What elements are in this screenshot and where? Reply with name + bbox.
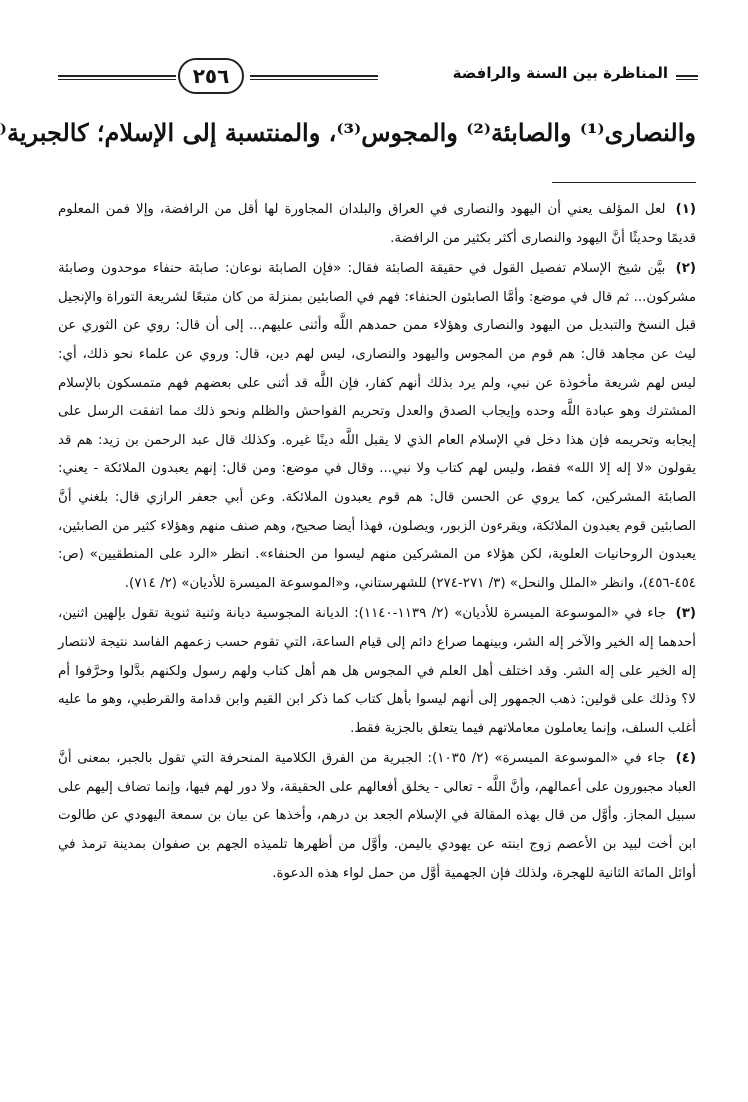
running-title: المناظرة بين السنة والرافضة — [452, 64, 668, 82]
footnote-1 — [58, 196, 696, 253]
footnote-number: (٤) — [675, 751, 696, 767]
page-number: ٢٥٦ — [178, 58, 244, 94]
header-rule-left — [58, 75, 176, 80]
footnote-number: (٣) — [675, 606, 697, 622]
footnotes — [58, 196, 696, 890]
footnote-divider — [552, 182, 696, 183]
header-rule-middle — [250, 75, 378, 80]
main-text-line: والنصارى⁽¹⁾ والصابئة⁽²⁾ والمجوس⁽³⁾، والمنتسبة إلى الإسلام؛ كالجبرية⁽ — [0, 118, 696, 147]
header-rule-right — [676, 75, 698, 80]
footnote-3 — [58, 600, 696, 743]
footnote-text: جاء في «الموسوعة الميسرة» (٢/ ١٠٣٥): الجبرية من الفرق الكلامية المنحرفة التي تقول بالجبر، بمعنى أنَّ العباد مجبورون على أعمالهم، وأنَّ اللَّه - تعالى - يخلق أفعالهم على الحقيقة، ولا دور لهم فيها، وإنما تضاف إليهم على سبيل المجاز. وأوَّل من قال بهذه المقالة في الإسلام الجعد بن درهم، وأخذها عن بيان بن سمعة اليهودي عن طالوت ابن أخت لبيد بن الأعصم زوج ابنته عن يهودي باليمن. وأوَّل من أظهرها تلميذه الجهم بن صفوان بمدينة ترمذ في أوائل المائة الثانية للهجرة، ولذلك فإن الجهمية أوَّل من حمل لواء هذه الدعوة. — [58, 751, 696, 881]
footnote-2 — [58, 255, 696, 598]
footnote-number: (١) — [675, 202, 696, 217]
footnote-4 — [58, 745, 696, 888]
footnote-text: جاء في «الموسوعة الميسرة للأديان» (٢/ ١١٣٩-١١٤٠): الديانة المجوسية ديانة وثنية ثنوية تقول بإلهين اثنين، أحدهما إله الخير والآخر إله الشر، وبينهما صراع دائم إلى قيام الساعة، التي تقوم حسب زعمهم الفاسد نتيجة لانتصار إله الخير على إله الشر. وقد اختلف أهل العلم في المجوس هل هم أهل كتاب ولهم رسول ولكنهم بدَّلوا وحرَّفوا أم لا؟ وذلك على قولين: ذهب الجمهور إلى أنهم ليسوا بأهل كتاب كما ذكر ابن القيم وابن قدامة والقرطبي، وهو ما عليه أغلب السلف، وإنما يعاملون معاملاتهم فيما يتعلق بالجزية فقط. — [58, 606, 696, 736]
page-header — [58, 56, 698, 96]
footnote-text: لعل المؤلف يعني أن اليهود والنصارى في العراق والبلدان المجاورة لها أقل من الرافضة، وإلا فمن المعلوم قديمًا وحديثًا أنَّ اليهود والنصارى أكثر بكثير من الرافضة. — [58, 202, 696, 246]
footnote-text: بيَّن شيخ الإسلام تفصيل القول في حقيقة الصابئة فقال: «فإن الصابئة نوعان: صابئة حنفاء موحدون وصابئة مشركون... ثم قال في موضع: وأمَّا الصابئون الحنفاء: فهم في الصابئين بمنزلة من كان متبعًا لشريعة التوراة والإنجيل قبل النسخ والتبديل من اليهود والنصارى وهؤلاء ممن حمدهم اللَّه وأثنى عليهم... إلى أن قال: روي عن الثوري عن ليث عن مجاهد قال: هم قوم من المجوس واليهود والنصارى، ليس لهم دين، قال: وروي عن علماء نحو ذلك، أي: ليس لهم شريعة مأخوذة عن نبي، ولم يرد بذلك أنهم كفار، فإن اللَّه قد أثنى على بعضهم فهم متمسكون بالإسلام المشترك وهو عبادة اللَّه وحده وإيجاب الصدق والعدل وتحريم الفواحش والظلم ونحو ذلك مما اتفقت الرسل على إيجابه وتحريمه فإن هذا دخل في الإسلام العام الذي لا يقبل اللَّه دينًا غيره. وكذلك قال عبد الرحمن بن زيد: هم قد يقولون «لا إله إلا الله» فقط، وليس لهم كتاب ولا نبي... وقال في موضع: ومن قال: إنهم يعبدون الملائكة - يعني: الصابئة المشركين، كما يروي عن الحسن قال: هم قوم يعبدون الملائكة. وعن أبي جعفر الرازي قال: بلغني أنَّ الصابئين قوم يعبدون الملائكة، ويقرءون الزبور، ويصلون، فهذا أيضا صحيح، وهم صنف منهم وهؤلاء كثير من الصابئين، يعبدون الروحانيات العلوية، لكن هؤلاء من المشركين منهم ليسوا من الحنفاء». انظر «الرد على المنطقيين» (ص: ٤٥٤-٤٥٦)، وانظر «الملل والنحل» (٣/ ٢٧١-٢٧٤) للشهرستاني، و«الموسوعة الميسرة للأديان» (٢/ ٧١٤). — [58, 261, 696, 591]
footnote-number: (٢) — [675, 261, 696, 277]
